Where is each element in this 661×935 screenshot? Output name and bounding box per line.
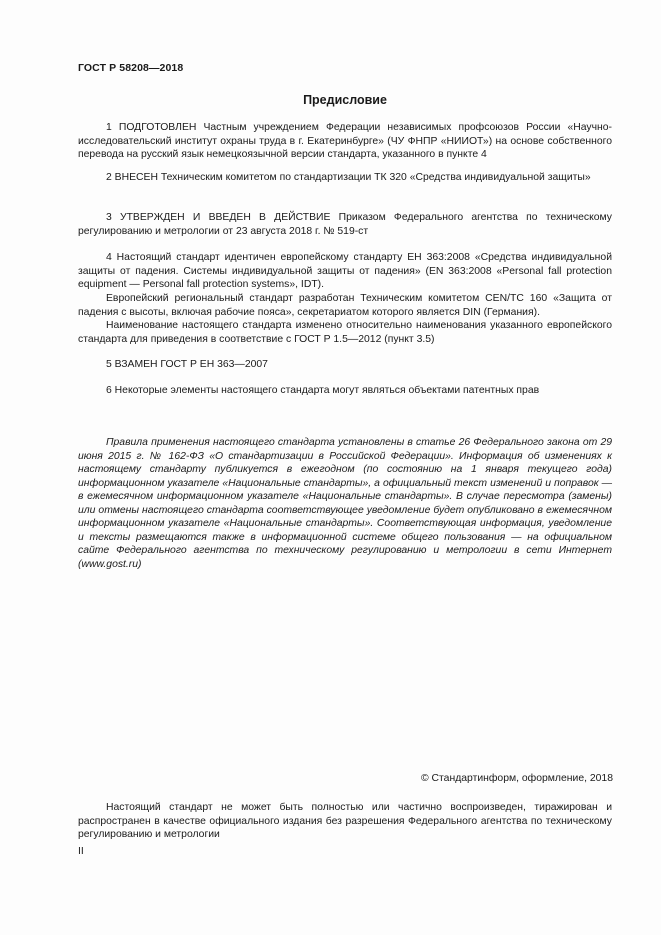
foreword-item-5: 5 ВЗАМЕН ГОСТ Р ЕН 363—2007 xyxy=(106,359,268,370)
foreword-item-3: 3 УТВЕРЖДЕН И ВВЕДЕН В ДЕЙСТВИЕ Приказом Федерального агентства по техническому регулированию и метрологии от 23 августа 2018 г. № 519-ст xyxy=(78,212,612,237)
page-title: Предисловие xyxy=(303,93,387,107)
document-code-header: ГОСТ Р 58208—2018 xyxy=(78,62,184,74)
foreword-item-4a: 4 Настоящий стандарт идентичен европейскому стандарту ЕН 363:2008 «Средства индивидуальной защиты от падения. Системы индивидуальной защиты от падения» (EN 363:2008 «Personal fall protection equipment — Personal fall protection systems», IDT). xyxy=(78,252,612,290)
foreword-item-2: 2 ВНЕСЕН Техническим комитетом по стандартизации ТК 320 «Средства индивидуальной защиты» xyxy=(106,172,591,183)
application-rules-note: Правила применения настоящего стандарта установлены в статье 26 Федерального закона от 29 июня 2015 г. № 162-ФЗ «О стандартизации в Российской Федерации». Информация об изменениях к настоящему стандарту публикуется в ежегодном (по состоянию на 1 января текущего года) информационном указателе «Национальные стандарты», а официальный текст изменений и поправок — в ежемесячном информационном указателе «Национальные стандарты». В случае пересмотра (замены) или отмены настоящего стандарта соответствующее уведомление будет опубликовано в ежемесячном информационном указателе «Национальные стандарты». Соответствующая информация, уведомление и тексты размещаются также в информационной системе общего пользования — на официальном сайте Федерального агентства по техническому регулированию и метрологии в сети Интернет (www.gost.ru) xyxy=(78,437,612,570)
foreword-item-6: 6 Некоторые элементы настоящего стандарта могут являться объектами патентных прав xyxy=(106,385,540,396)
reproduction-notice: Настоящий стандарт не может быть полностью или частично воспроизведен, тиражирован и распространен в качестве официального издания без разрешения Федерального агентства по техническому регулированию и метрологии xyxy=(78,802,612,840)
foreword-item-4b: Европейский региональный стандарт разработан Техническим комитетом CEN/TC 160 «Защита от падения с высоты, включая рабочие пояса», секретариатом которого является DIN (Германия). xyxy=(78,293,612,318)
foreword-item-1: 1 ПОДГОТОВЛЕН Частным учреждением Федерации независимых профсоюзов России «Научно-исследовательский институт охраны труда в г. Екатеринбурге» (ЧУ ФНПР «НИИОТ») на основе собственного перевода на русский язык немецкоязычной версии стандарта, указанного в пункте 4 xyxy=(78,122,612,160)
foreword-item-4c: Наименование настоящего стандарта изменено относительно наименования указанного европейского стандарта для приведения в соответствие с ГОСТ Р 1.5—2012 (пункт 3.5) xyxy=(78,320,612,345)
copyright-line: © Стандартинформ, оформление, 2018 xyxy=(420,773,613,784)
page-number: II xyxy=(78,846,84,857)
